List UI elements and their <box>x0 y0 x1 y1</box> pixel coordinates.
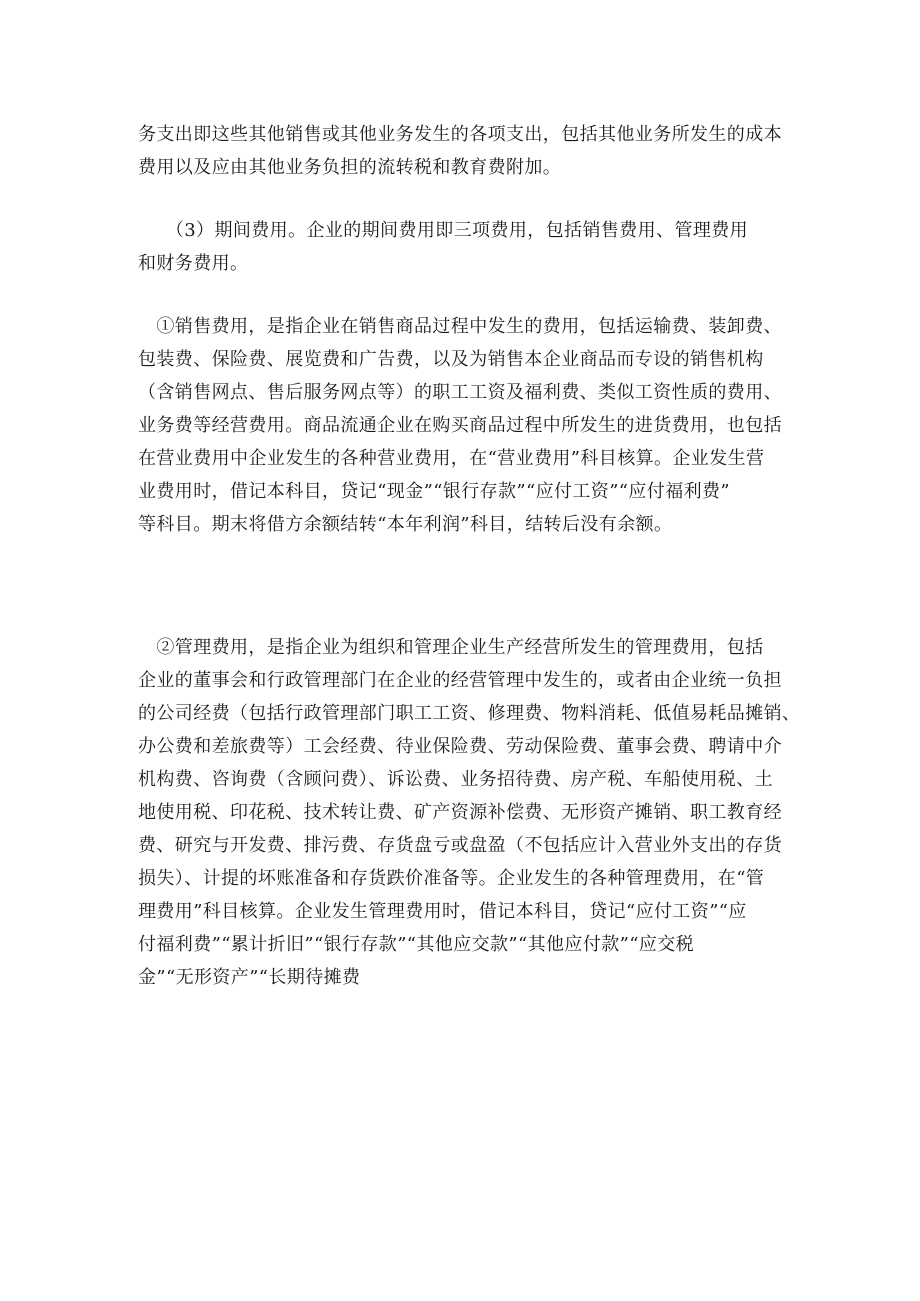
text-line: （3）期间费用。企业的期间费用即三项费用，包括销售费用、管理费用 <box>138 220 749 241</box>
text-line: 理费用”科目核算。企业发生管理费用时，借记本科目，贷记“应付工资”“应 <box>138 901 747 922</box>
text-line: 业务费等经营费用。商品流通企业在购买商品过程中所发生的进货费用，也包括 <box>138 415 782 436</box>
text-line: 务支出即这些其他销售或其他业务发生的各项支出，包括其他业务所发生的成本 <box>138 124 782 145</box>
text-line: 办公费和差旅费等）工会经费、待业保险费、劳动保险费、董事会费、聘请中介 <box>138 736 782 757</box>
text-line: ②管理费用，是指企业为组织和管理企业生产经营所发生的管理费用，包括 <box>138 637 764 658</box>
text-line: 付福利费”“累计折旧”“银行存款”“其他应交款”“其他应付款”“应交税 <box>138 934 695 955</box>
text-line: 金”“无形资产”“长期待摊费 <box>138 967 361 988</box>
paragraph-administrative-expenses <box>138 631 801 994</box>
paragraph-period-expenses <box>138 214 798 280</box>
text-line: 的公司经费（包括行政管理部门职工工资、修理费、物料消耗、低值易耗品摊销、 <box>138 703 801 724</box>
text-line: 地使用税、印花税、技术转让费、矿产资源补偿费、无形资产摊销、职工教育经 <box>138 802 782 823</box>
text-line: 损失）、计提的坏账准备和存货跌价准备等。企业发生的各种管理费用，在“管 <box>138 868 765 889</box>
text-line: 在营业费用中企业发生的各种营业费用，在“营业费用”科目核算。企业发生营 <box>138 448 765 469</box>
text-line: 费用以及应由其他业务负担的流转税和教育费附加。 <box>138 157 562 178</box>
text-line: 企业的董事会和行政管理部门在企业的经营管理中发生的，或者由企业统一负担 <box>138 670 782 691</box>
text-line: 等科目。期末将借方余额结转“本年利润”科目，结转后没有余额。 <box>138 514 673 535</box>
text-line: 包装费、保险费、展览费和广告费，以及为销售本企业商品而专设的销售机构 <box>138 349 764 370</box>
paragraph-other-business-expense <box>138 118 798 184</box>
text-line: 业费用时，借记本科目，贷记“现金”“银行存款”“应付工资”“应付福利费” <box>138 481 731 502</box>
text-line: 和财务费用。 <box>138 253 249 274</box>
text-line: （含销售网点、售后服务网点等）的职工工资及福利费、类似工资性质的费用、 <box>138 382 782 403</box>
text-line: 费、研究与开发费、排污费、存货盘亏或盘盈（不包括应计入营业外支出的存货 <box>138 835 782 856</box>
text-line: ①销售费用，是指企业在销售商品过程中发生的费用，包括运输费、装卸费、 <box>138 316 782 337</box>
text-line: 机构费、咨询费（含顾问费）、诉讼费、业务招待费、房产税、车船使用税、土 <box>138 769 773 790</box>
paragraph-selling-expenses <box>138 310 798 541</box>
